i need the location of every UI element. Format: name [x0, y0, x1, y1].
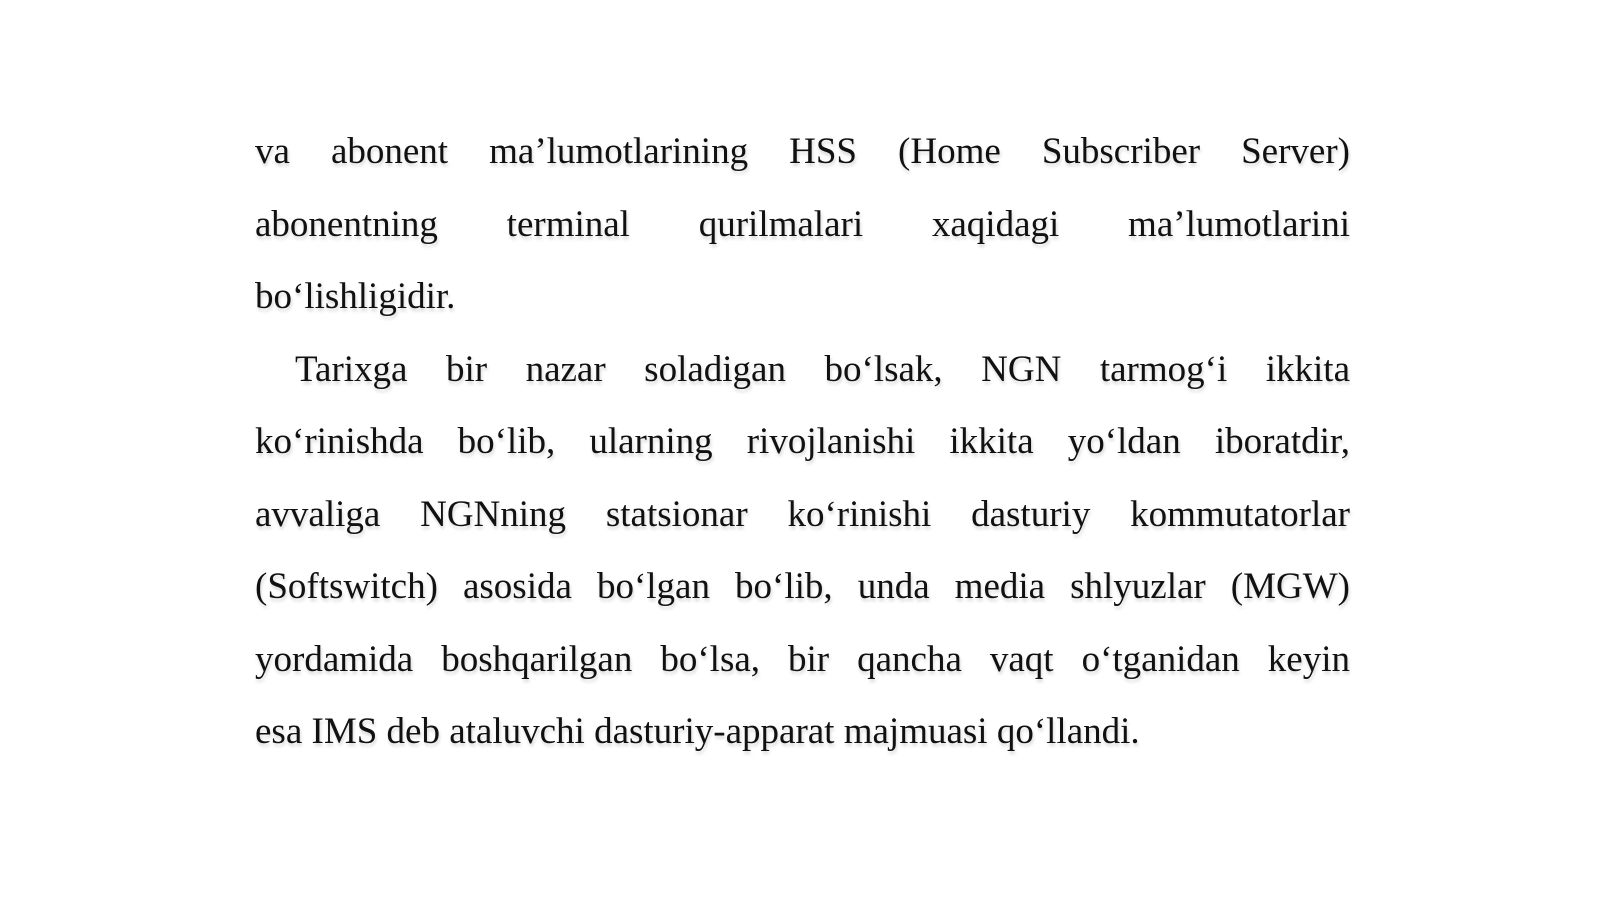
text-line: ko‘rinishda bo‘lib, ularning rivojlanishi ikkita yo‘ldan iboratdir,	[255, 421, 1350, 462]
paragraph-first-line: Tarixga bir nazar soladigan bo‘lsak, NGN tarmog‘i ikkita	[295, 348, 1350, 390]
text-line: yordamida boshqarilgan bo‘lsa, bir qancha vaqt o‘tganidan keyin	[255, 638, 1350, 680]
text-line: abonentning terminal qurilmalari xaqidagi ma’lumotlarini	[255, 203, 1350, 245]
text-line: (Softswitch) asosida bo‘lgan bo‘lib, unda media shlyuzlar (MGW)	[255, 566, 1350, 607]
text-line: avvaliga NGNning statsionar ko‘rinishi dasturiy kommutatorlar	[255, 493, 1350, 535]
text-line: esa IMS deb ataluvchi dasturiy-apparat majmuasi qo‘llandi.	[255, 711, 1140, 752]
text-line: bo‘lishligidir.	[255, 276, 456, 317]
text-line: va abonent ma’lumotlarining HSS (Home Subscriber Server)	[255, 131, 1350, 172]
document-body-text	[255, 116, 1350, 769]
